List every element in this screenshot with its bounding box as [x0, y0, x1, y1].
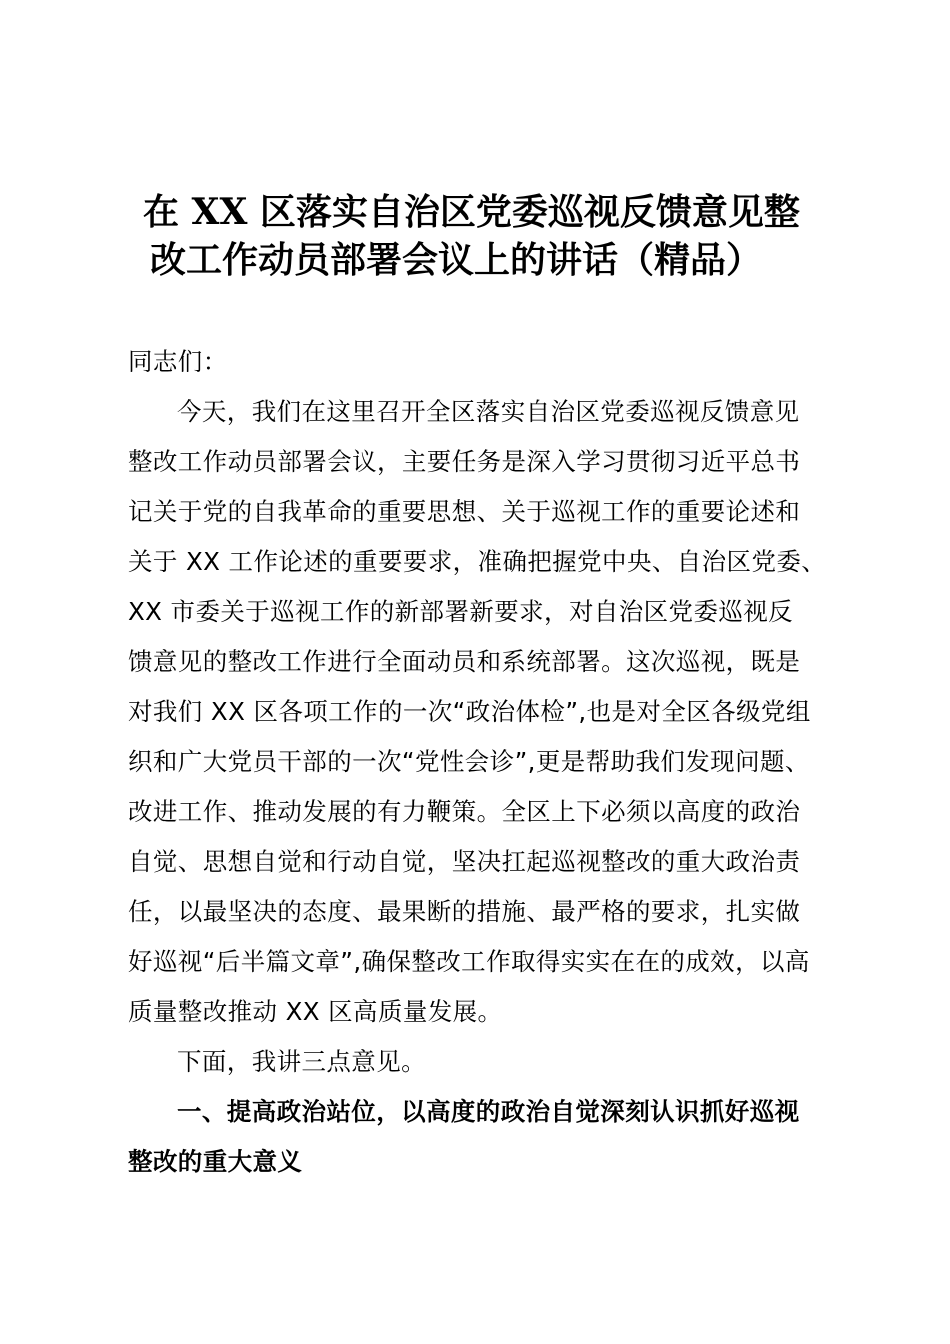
paragraph-1-line: 对我们 XX 区各项工作的一次“政治体检”,也是对全区各级党组: [128, 697, 811, 726]
paragraph-1-line: 任，以最坚决的态度、最果断的措施、最严格的要求，扎实做: [128, 897, 801, 926]
paragraph-1-line: 织和广大党员干部的一次“党性会诊”,更是帮助我们发现问题、: [128, 747, 810, 776]
paragraph-1-line: XX 市委关于巡视工作的新部署新要求，对自治区党委巡视反: [128, 597, 794, 626]
paragraph-1-line: 自觉、思想自觉和行动自觉，坚决扛起巡视整改的重大政治责: [128, 847, 801, 876]
paragraph-1-line: 今天，我们在这里召开全区落实自治区党委巡视反馈意见: [177, 397, 800, 426]
document-title-line-1: 在 XX 区落实自治区党委巡视反馈意见整: [143, 191, 800, 233]
paragraph-1-line: 质量整改推动 XX 区高质量发展。: [128, 997, 503, 1026]
document-title-line-2: 改工作动员部署会议上的讲话（精品）: [150, 239, 763, 281]
section-heading-1-line: 一、提高政治站位，以高度的政治自觉深刻认识抓好巡视: [177, 1097, 800, 1126]
salutation: 同志们：: [128, 347, 228, 376]
paragraph-1-line: 改进工作、推动发展的有力鞭策。全区上下必须以高度的政治: [128, 797, 801, 826]
paragraph-1-line: 好巡视“后半篇文章”,确保整改工作取得实实在在的成效，以高: [128, 947, 810, 976]
paragraph-1-line: 关于 XX 工作论述的重要要求，准确把握党中央、自治区党委、: [128, 547, 827, 576]
paragraph-2: 下面，我讲三点意见。: [177, 1047, 426, 1076]
paragraph-1-line: 记关于党的自我革命的重要思想、关于巡视工作的重要论述和: [128, 497, 801, 526]
paragraph-1-line: 整改工作动员部署会议，主要任务是深入学习贯彻习近平总书: [128, 447, 801, 476]
paragraph-1-line: 馈意见的整改工作进行全面动员和系统部署。这次巡视，既是: [128, 647, 801, 676]
section-heading-1-line: 整改的重大意义: [128, 1147, 303, 1176]
